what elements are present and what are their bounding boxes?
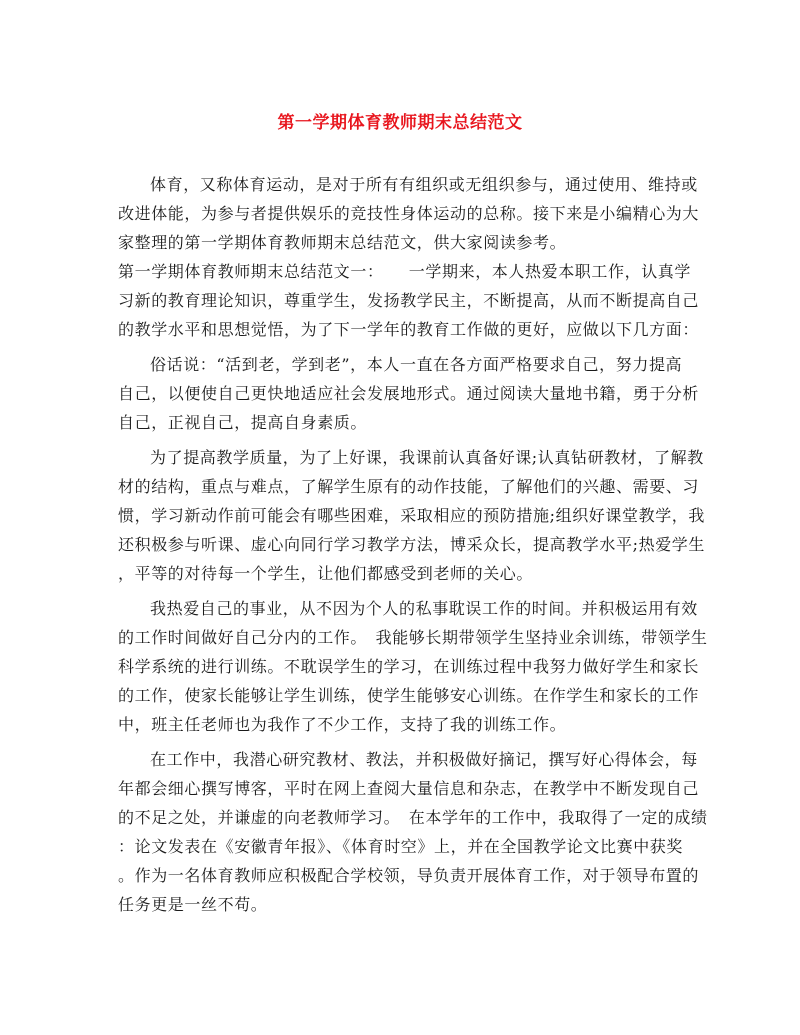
text-line: 自己，以便使自己更快地适应社会发展地形式。通过阅读大量地书籍，勇于分析 xyxy=(118,384,700,403)
text-line: 习新的教育理论知识，尊重学生，发扬教学民主，不断提高，从而不断提高自己 xyxy=(118,291,700,310)
paragraph xyxy=(118,594,708,739)
paragraph xyxy=(118,443,705,588)
text-line: ：论文发表在《安徽青年报》、《体育时空》上，并在全国教学论文比赛中获奖 xyxy=(118,837,684,856)
text-line: 俗话说：“活到老，学到老”，本人一直在各方面严格要求自己，努力提高 xyxy=(150,355,683,374)
text-line: 中，班主任老师也为我作了不少工作，支持了我的训练工作。 xyxy=(118,715,567,734)
text-line: 年都会细心撰写博客，平时在网上查阅大量信息和杂志，在教学中不断发现自己 xyxy=(118,779,700,798)
text-line: 为了提高教学质量，为了上好课，我课前认真备好课;认真钻研教材，了解教 xyxy=(150,448,704,467)
document-title: 第一学期体育教师期末总结范文 xyxy=(277,113,523,133)
text-line: 在工作中，我潜心研究教材、教法，并积极做好摘记，撰写好心得体会，每 xyxy=(150,750,698,769)
document-body xyxy=(118,170,708,919)
paragraph xyxy=(118,745,708,919)
text-line: 科学系统的进行训练。不耽误学生的学习，在训练过程中我努力做好学生和家长 xyxy=(118,657,700,676)
text-line: 我热爱自己的事业，从不因为个人的私事耽误工作的时间。并积极运用有效 xyxy=(150,599,698,618)
text-line: 自己，正视自己，提高自身素质。 xyxy=(118,413,368,432)
text-line: 第一学期体育教师期末总结范文一： 一学期来，本人热爱本职工作，认真学 xyxy=(118,262,692,281)
text-line: 的不足之处，并谦虚的向老教师学习。 在本学年的工作中，我取得了一定的成绩 xyxy=(118,808,708,827)
text-line: 材的结构，重点与难点，了解学生原有的动作技能，了解他们的兴趣、需要、习 xyxy=(118,477,700,496)
text-line: ，平等的对待每一个学生，让他们都感受到老师的关心。 xyxy=(118,564,534,583)
text-line: 的工作时间做好自己分内的工作。 我能够长期带领学生坚持业余训练，带领学生 xyxy=(118,628,708,647)
text-line: 。作为一名体育教师应积极配合学校领，导负责开展体育工作，对于领导布置的 xyxy=(118,866,700,885)
text-line: 体育，又称体育运动，是对于所有有组织或无组织参与，通过使用、维持或 xyxy=(150,175,698,194)
paragraph xyxy=(118,170,700,257)
paragraph xyxy=(118,257,700,344)
text-line: 惯，学习新动作前可能会有哪些困难，采取相应的预防措施;组织好课堂教学，我 xyxy=(118,506,705,525)
text-line: 任务更是一丝不苟。 xyxy=(118,895,268,914)
text-line: 的教学水平和思想觉悟，为了下一学年的教育工作做的更好，应做以下几方面： xyxy=(118,320,700,339)
text-line: 改进体能，为参与者提供娱乐的竞技性身体运动的总称。接下来是小编精心为大 xyxy=(118,204,700,223)
text-line: 家整理的第一学期体育教师期末总结范文，供大家阅读参考。 xyxy=(118,233,567,252)
text-line: 的工作，使家长能够让学生训练，使学生能够安心训练。在作学生和家长的工作 xyxy=(118,686,700,705)
paragraph xyxy=(118,350,700,437)
text-line: 还积极参与听课、虚心向同行学习教学方法，博采众长，提高教学水平;热爱学生 xyxy=(118,535,705,554)
